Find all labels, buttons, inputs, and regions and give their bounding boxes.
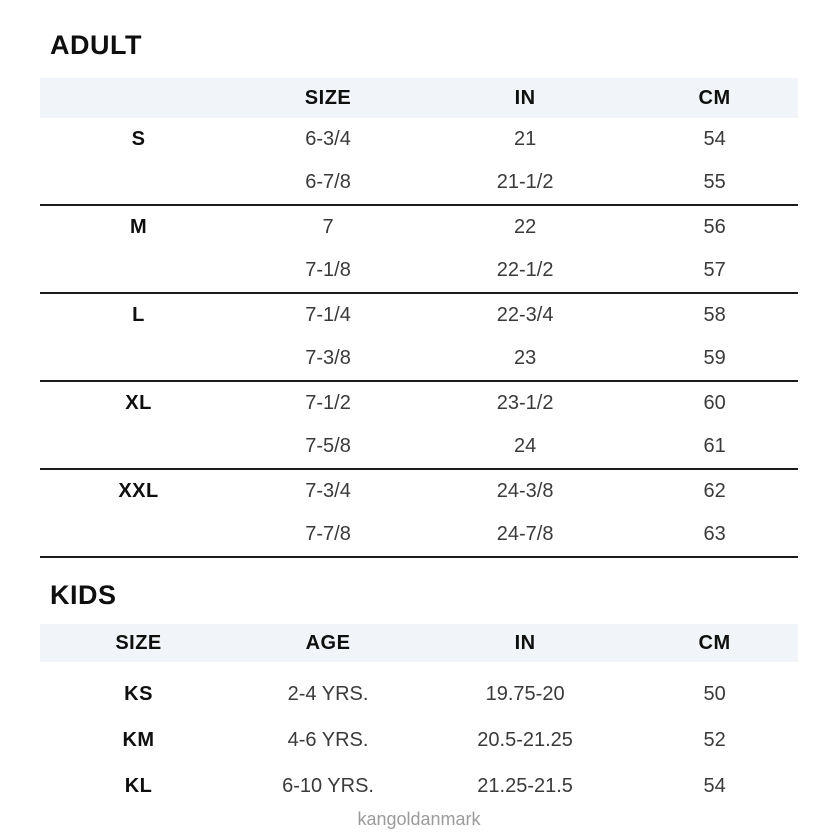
in-value: 24-7/8 bbox=[496, 523, 554, 545]
cm-value: 52 bbox=[703, 728, 726, 751]
adult-group-l bbox=[40, 294, 798, 382]
table-row bbox=[40, 763, 798, 809]
in-value: 22-1/2 bbox=[496, 259, 554, 281]
cm-value: 58 bbox=[703, 304, 726, 326]
kids-col-in: IN bbox=[514, 631, 536, 654]
size-value: 7-1/8 bbox=[305, 259, 351, 281]
kids-table-header bbox=[40, 624, 798, 662]
in-value: 22-3/4 bbox=[496, 304, 554, 326]
adult-col-in: IN bbox=[514, 86, 536, 109]
size-value: 6-7/8 bbox=[305, 171, 351, 193]
cm-value: 60 bbox=[703, 392, 726, 414]
cm-value: 59 bbox=[703, 347, 726, 369]
adult-col-size: SIZE bbox=[304, 86, 352, 109]
cm-value: 50 bbox=[703, 682, 726, 705]
cm-value: 61 bbox=[703, 435, 726, 457]
table-row bbox=[40, 206, 798, 249]
age-value: 4-6 YRS. bbox=[287, 728, 369, 751]
size-label: M bbox=[129, 216, 148, 238]
adult-table-header bbox=[40, 78, 798, 118]
in-value: 22 bbox=[513, 216, 537, 238]
size-value: 7-3/4 bbox=[305, 480, 351, 502]
table-row bbox=[40, 118, 798, 161]
cm-value: 62 bbox=[703, 480, 726, 502]
adult-group-xl bbox=[40, 382, 798, 470]
cm-value: 56 bbox=[703, 216, 726, 238]
table-row bbox=[40, 249, 798, 292]
table-row bbox=[40, 717, 798, 763]
in-value: 21.25-21.5 bbox=[477, 774, 573, 797]
table-row bbox=[40, 294, 798, 337]
size-label: XL bbox=[125, 392, 152, 414]
in-value: 23 bbox=[513, 347, 537, 369]
size-value: 6-3/4 bbox=[305, 128, 351, 150]
kids-section-title: KIDS bbox=[50, 580, 117, 610]
table-row bbox=[40, 671, 798, 717]
adult-section-title: ADULT bbox=[50, 30, 142, 60]
watermark: kangoldanmark bbox=[357, 809, 481, 829]
adult-group-m bbox=[40, 206, 798, 294]
cm-value: 54 bbox=[703, 128, 726, 150]
table-row bbox=[40, 425, 798, 468]
table-row bbox=[40, 337, 798, 380]
size-label: L bbox=[132, 304, 145, 326]
size-label: KM bbox=[122, 728, 155, 751]
in-value: 20.5-21.25 bbox=[477, 728, 573, 751]
size-value: 7-1/4 bbox=[305, 304, 351, 326]
adult-group-xxl bbox=[40, 470, 798, 558]
size-label: KS bbox=[124, 682, 153, 705]
size-label: S bbox=[131, 128, 146, 150]
in-value: 24 bbox=[513, 435, 537, 457]
kids-size-table bbox=[40, 624, 798, 809]
kids-col-cm: CM bbox=[698, 631, 731, 654]
table-row bbox=[40, 161, 798, 204]
cm-value: 55 bbox=[703, 171, 726, 193]
age-value: 2-4 YRS. bbox=[287, 682, 369, 705]
in-value: 21-1/2 bbox=[496, 171, 554, 193]
adult-group-s bbox=[40, 118, 798, 206]
size-value: 7-1/2 bbox=[305, 392, 351, 414]
table-row bbox=[40, 470, 798, 513]
size-value: 7-7/8 bbox=[305, 523, 351, 545]
size-value: 7-5/8 bbox=[305, 435, 351, 457]
size-value: 7 bbox=[322, 216, 334, 238]
adult-col-cm: CM bbox=[698, 86, 731, 109]
in-value: 23-1/2 bbox=[496, 392, 554, 414]
cm-value: 57 bbox=[703, 259, 726, 281]
in-value: 19.75-20 bbox=[485, 682, 565, 705]
kids-table-body bbox=[40, 662, 798, 809]
adult-size-table bbox=[40, 78, 798, 558]
size-value: 7-3/8 bbox=[305, 347, 351, 369]
table-row bbox=[40, 382, 798, 425]
cm-value: 54 bbox=[703, 774, 726, 797]
kids-col-age: AGE bbox=[305, 631, 351, 654]
table-row bbox=[40, 513, 798, 556]
size-label: KL bbox=[124, 774, 153, 797]
size-label: XXL bbox=[118, 480, 159, 502]
in-value: 24-3/8 bbox=[496, 480, 554, 502]
age-value: 6-10 YRS. bbox=[282, 774, 374, 797]
kids-col-size: SIZE bbox=[115, 631, 162, 654]
cm-value: 63 bbox=[703, 523, 726, 545]
in-value: 21 bbox=[513, 128, 537, 150]
